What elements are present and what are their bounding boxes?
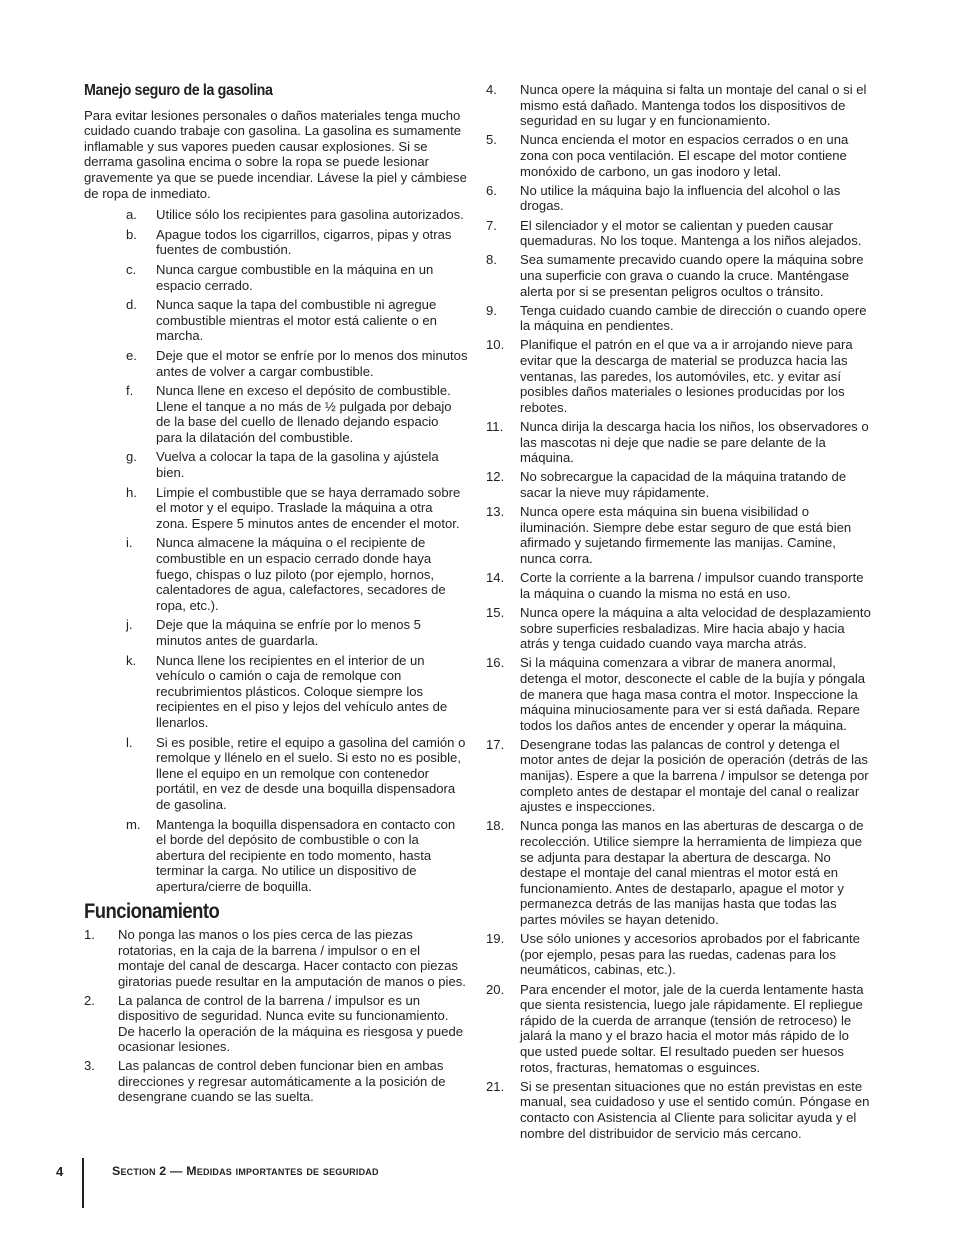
operation-item xyxy=(486,218,872,249)
list-item-text: Planifique el patrón en el que va a ir arrojando nieve para evitar que la descarga de material se produzca hacia las ventanas, las paredes, los automóviles, etc. y evitar así posibles daños materiales o lesiones producidas por los rebotes. xyxy=(520,337,853,415)
section-heading-operation: Funcionamiento xyxy=(84,899,220,923)
list-item-text: Nunca almacene la máquina o el recipiente de combustible en un espacio cerrado donde haya fuego, chispas o luz piloto (por ejemplo, hornos, calentadores de agua, calefactores, secadores de ropa, etc.). xyxy=(156,535,446,613)
list-item-text: Nunca llene los recipientes en el interior de un vehículo o camión o caja de remolque con recubrimientos plásticos. Coloque siempre los recipientes en el piso y lejos del vehículo antes de llenarlos. xyxy=(156,652,448,730)
list-item-text: Si es posible, retire el equipo a gasolina del camión o remolque y llénelo en el suelo. Si esto no es posible, llene el equipo en un remolque con contenedor portátil, en vez de desde una boquilla dispensadora de gasolina. xyxy=(156,734,466,812)
list-marker: 3. xyxy=(84,1058,95,1074)
list-marker: g. xyxy=(126,449,137,465)
list-marker: a. xyxy=(126,207,137,223)
list-marker: b. xyxy=(126,226,137,242)
operation-item xyxy=(486,818,872,927)
list-item-text: Limpie el combustible que se haya derramado sobre el motor y el equipo. Traslade la máquina a otra zona. Espere 5 minutos antes de encender el motor. xyxy=(156,484,461,531)
list-item-text: Nunca opere la máquina a alta velocidad de desplazamiento sobre superficies resbaladizas. Mire hacia abajo y hacia atrás y tenga cuidado cuando vaya marcha atrás. xyxy=(520,604,871,652)
list-item-text: Nunca saque la tapa del combustible ni agregue combustible mientras el motor está caliente o en marcha. xyxy=(156,297,437,344)
gasoline-safety-item xyxy=(84,227,468,258)
list-marker: 17. xyxy=(486,736,505,752)
list-item-text: Vuelva a colocar la tapa de la gasolina y ajústela bien. xyxy=(156,449,439,481)
subheading-gasoline-safety: Manejo seguro de la gasolina xyxy=(84,82,273,99)
operation-item xyxy=(84,1058,468,1105)
operation-item xyxy=(486,419,872,466)
operation-list-right xyxy=(486,82,872,1141)
list-item-text: Para encender el motor, jale de la cuerda lentamente hasta que sienta resistencia, luego jale rápidamente. El repliegue rápido de la cuerda de arranque (tensión de retroceso) le jalará la mano y el brazo hacia el motor más rápido de lo que usted puede soltar. El resultado pueden ser huesos rotos, fracturas, hematomas o esguinces. xyxy=(520,981,864,1075)
operation-item xyxy=(486,337,872,415)
gasoline-safety-item xyxy=(84,207,468,223)
list-marker: l. xyxy=(126,734,133,750)
gasoline-safety-item xyxy=(84,653,468,731)
list-marker: e. xyxy=(126,347,137,363)
operation-item xyxy=(486,303,872,334)
list-marker: 2. xyxy=(84,992,95,1008)
list-marker: 1. xyxy=(84,927,95,943)
intro-paragraph: Para evitar lesiones personales o daños materiales tenga mucho cuidado cuando trabaje con gasolina. La gasolina es sumamente inflamable y sus vapores pueden causar explosiones. Si se derrama gasolina encima o sobre la ropa se puede lesionar gravemente ya que se puede incendiar. Lávese la piel y cámbiese de ropa de inmediato. xyxy=(84,107,467,201)
list-item-text: Nunca cargue combustible en la máquina en un espacio cerrado. xyxy=(156,261,434,293)
list-marker: 8. xyxy=(486,252,497,268)
operation-item xyxy=(486,82,872,129)
left-column xyxy=(84,80,468,1108)
page-footer xyxy=(0,1158,954,1218)
operation-item xyxy=(486,469,872,500)
gasoline-safety-item xyxy=(84,485,468,532)
list-item-text: Corte la corriente a la barrena / impulsor cuando transporte la máquina o cuando la misma no está en uso. xyxy=(520,570,864,601)
list-item-text: Nunca ponga las manos en las aberturas de descarga o de recolección. Utilice siempre la herramienta de limpieza que se adjunta para destapar la abertura de descarga. No destape el montaje del canal mientras el motor está en funcionamiento. Antes de destaparlo, apague el motor y permanezca detrás de las manijas hasta que todas las partes móviles se hayan detenido. xyxy=(520,818,864,927)
list-marker: 10. xyxy=(486,337,505,353)
list-item-text: Las palancas de control deben funcionar bien en ambas direcciones y regresar automáticamente a la posición de desengrane cuando se las suelta. xyxy=(118,1058,446,1105)
list-item-text: Desengrane todas las palancas de control y detenga el motor antes de dejar la posición de operación (detrás de las manijas). Espere a que la barrena / impulsor se detenga por completo antes de destapar el montaje del canal o realizar ajustes e inspecciones. xyxy=(520,736,869,815)
list-marker: 12. xyxy=(486,469,505,485)
gasoline-safety-item xyxy=(84,735,468,813)
list-item-text: Deje que el motor se enfríe por lo menos dos minutos antes de volver a cargar combustible. xyxy=(156,347,468,379)
list-item-text: Nunca opere esta máquina sin buena visibilidad o iluminación. Siempre debe estar seguro de que está bien afirmado y sujetando firmemente las manijas. Camine, nunca corra. xyxy=(520,504,852,566)
operation-item xyxy=(486,504,872,566)
operation-item xyxy=(486,183,872,214)
list-marker: 16. xyxy=(486,655,505,671)
list-marker: j. xyxy=(126,617,133,633)
list-marker: k. xyxy=(126,652,137,668)
footer-divider xyxy=(82,1158,84,1208)
list-marker: 21. xyxy=(486,1078,505,1094)
list-item-text: No utilice la máquina bajo la influencia del alcohol o las drogas. xyxy=(520,182,841,214)
operation-item xyxy=(486,1079,872,1141)
list-marker: 7. xyxy=(486,217,497,233)
operation-item xyxy=(486,655,872,733)
list-marker: 14. xyxy=(486,570,505,586)
list-marker: h. xyxy=(126,484,137,500)
list-item-text: El silenciador y el motor se calientan y pueden causar quemaduras. No los toque. Mantenga a los niños alejados. xyxy=(520,217,862,249)
list-marker: 19. xyxy=(486,931,505,947)
right-column xyxy=(486,82,872,1145)
operation-item xyxy=(84,927,468,989)
operation-item xyxy=(486,982,872,1076)
gasoline-safety-item xyxy=(84,617,468,648)
list-item-text: La palanca de control de la barrena / impulsor es un dispositivo de seguridad. Nunca evite su funcionamiento. De hacerlo la operación de la máquina es riesgosa y puede ocasionar lesiones. xyxy=(118,992,464,1055)
list-marker: 6. xyxy=(486,182,497,198)
list-item-text: Tenga cuidado cuando cambie de dirección o cuando opere la máquina en pendientes. xyxy=(520,302,867,334)
list-item-text: Utilice sólo los recipientes para gasolina autorizados. xyxy=(156,207,464,223)
gasoline-safety-list xyxy=(84,207,468,894)
gasoline-safety-item xyxy=(84,348,468,379)
list-marker: 13. xyxy=(486,504,505,520)
operation-list-left xyxy=(84,927,468,1105)
list-item-text: Apague todos los cigarrillos, cigarros, pipas y otras fuentes de combustión. xyxy=(156,226,452,258)
gasoline-safety-item xyxy=(84,535,468,613)
list-marker: d. xyxy=(126,297,137,313)
footer-section-title: Section 2 — Medidas importantes de seguridad xyxy=(112,1164,379,1178)
list-item-text: Nunca opere la máquina si falta un montaje del canal o si el mismo está dañado. Mantenga todos los dispositivos de seguridad en su lugar y en funcionamiento. xyxy=(520,82,867,129)
list-marker: 20. xyxy=(486,981,505,997)
list-marker: 4. xyxy=(486,82,497,97)
list-item-text: Deje que la máquina se enfríe por lo menos 5 minutos antes de guardarla. xyxy=(156,617,421,648)
list-item-text: No sobrecargue la capacidad de la máquina tratando de sacar la nieve muy rápidamente. xyxy=(520,469,847,500)
list-item-text: Nunca llene en exceso el depósito de combustible. Llene el tanque a no más de ½ pulgada por debajo de la base del cuello de llenado dejando espacio para la dilatación del combustible. xyxy=(156,383,452,445)
list-marker: 15. xyxy=(486,604,505,620)
list-marker: 5. xyxy=(486,132,497,148)
gasoline-safety-item xyxy=(84,297,468,344)
list-item-text: Si la máquina comenzara a vibrar de manera anormal, detenga el motor, desconecte el cable de la bujía y póngala de manera que haga masa contra el motor. Inspeccione la máquina minuciosamente para ver si está dañada. Repare todos los daños antes de encender y operar la máquina. xyxy=(520,655,866,733)
gasoline-safety-item xyxy=(84,449,468,480)
list-item-text: Mantenga la boquilla dispensadora en contacto con el borde del depósito de combustible o con la abertura del recipiente en todo momento, hasta terminar la carga. No utilice un dispositivo de apertura/cierre de boquilla. xyxy=(156,816,456,894)
operation-item xyxy=(486,570,872,601)
list-item-text: Nunca dirija la descarga hacia los niños, los observadores o las mascotas ni deje que nadie se pare delante de la máquina. xyxy=(520,419,869,466)
list-marker: i. xyxy=(126,535,133,551)
page-number: 4 xyxy=(56,1164,64,1179)
list-item-text: Sea sumamente precavido cuando opere la máquina sobre una superficie con grava o cuando la cruce. Manténgase alerta por si se presentan peligros ocultos o tránsito. xyxy=(520,252,864,299)
gasoline-safety-item xyxy=(84,817,468,895)
list-marker: m. xyxy=(126,816,141,832)
list-marker: 9. xyxy=(486,302,497,318)
operation-item xyxy=(84,993,468,1055)
gasoline-safety-item xyxy=(84,262,468,293)
gasoline-safety-item xyxy=(84,383,468,445)
list-marker: 18. xyxy=(486,818,505,834)
operation-item xyxy=(486,605,872,652)
list-item-text: Si se presentan situaciones que no están previstas en este manual, sea cuidadoso y use el sentido común. Póngase en contacto con Asistencia al Cliente para solicitar ayuda y el nombre del distribuidor de servicio más cercano. xyxy=(520,1078,870,1141)
list-marker: 11. xyxy=(486,419,504,435)
list-item-text: Use sólo uniones y accesorios aprobados por el fabricante (por ejemplo, pesas para las ruedas, cadenas para los neumáticos, cabinas, etc.). xyxy=(520,931,860,978)
operation-item xyxy=(486,132,872,179)
operation-item xyxy=(486,931,872,978)
operation-item xyxy=(486,252,872,299)
list-marker: f. xyxy=(126,383,134,399)
operation-item xyxy=(486,737,872,815)
list-marker: c. xyxy=(126,261,137,277)
list-item-text: Nunca encienda el motor en espacios cerrados o en una zona con poca ventilación. El escape del motor contiene monóxido de carbono, un gas inodoro y letal. xyxy=(520,132,849,179)
list-item-text: No ponga las manos o los pies cerca de las piezas rotatorias, en la caja de la barrena / impulsor o en el montaje del canal de descarga. Hacer contacto con piezas giratorias puede resultar en la amputación de manos o pies. xyxy=(118,927,466,989)
